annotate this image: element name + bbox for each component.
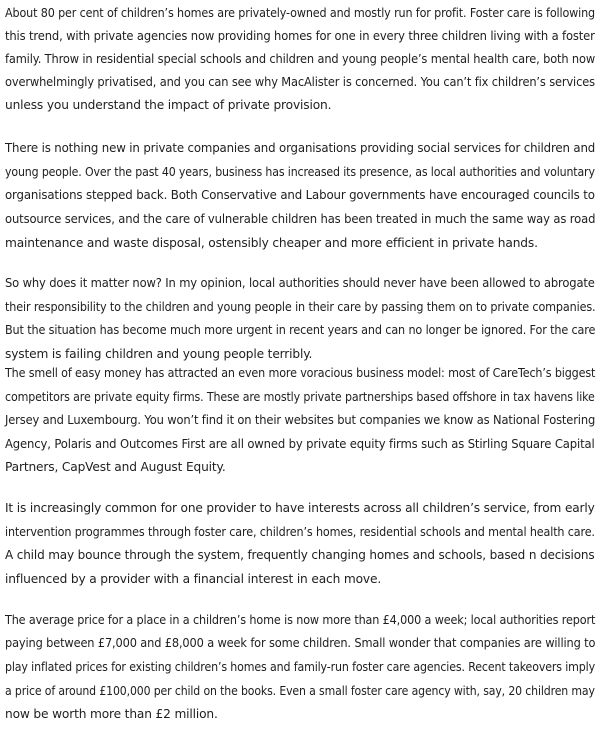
text-line: Partners, CapVest and August Equity.: [5, 460, 226, 474]
text-line: But the situation has become much more urgent in recent years and can no longer be ignored. For the care: [5, 323, 596, 337]
text-line: family. Throw in residential special schools and children and young people’s mental health care, both now: [5, 52, 596, 66]
text-line: competitors are private equity firms. These are mostly private partnerships based offshore in tax havens like: [5, 390, 595, 404]
text-line: young people. Over the past 40 years, business has increased its presence, as local authorities and voluntary: [5, 165, 595, 179]
text-line: now be worth more than £2 million.: [5, 707, 218, 721]
text-line: intervention programmes through foster care, children’s homes, residential schools and mental health care.: [5, 525, 595, 539]
text-line: A child may bounce through the system, frequently changing homes and schools, based n decisions: [5, 548, 595, 562]
text-line: Agency, Polaris and Outcomes First are all owned by private equity firms such as Stirling Square Capital: [5, 437, 595, 451]
text-line: influenced by a provider with a financial interest in each move.: [5, 572, 382, 586]
text-line: a price of around £100,000 per child on the books. Even a small foster care agency with, say, 20 children may: [5, 684, 595, 698]
text-line: Jersey and Luxembourg. You won’t find it on their websites but companies we know as National Fostering: [5, 413, 596, 427]
text-line: There is nothing new in private companies and organisations providing social services for children and: [5, 141, 596, 155]
text-line: paying between £7,000 and £8,000 a week for some children. Small wonder that companies are willing to: [5, 636, 596, 650]
text-line: overwhelmingly privatised, and you can see why MacAlister is concerned. You can’t fix children’s services: [5, 75, 595, 89]
text-line: maintenance and waste disposal, ostensibly cheaper and more efficient in private hands.: [5, 236, 538, 250]
text-line: The average price for a place in a children’s home is now more than £4,000 a week; local authorities report: [5, 613, 596, 627]
text-line: It is increasingly common for one provider to have interests across all children’s service, from early: [5, 501, 595, 515]
text-line: About 80 per cent of children’s homes are privately-owned and mostly run for profit. Foster care is following: [5, 6, 595, 20]
text-line: The smell of easy money has attracted an even more voracious business model: most of CareTech’s biggest: [5, 366, 596, 380]
text-line: play inflated prices for existing children’s homes and family-run foster care agencies. Recent takeovers imply: [5, 660, 595, 674]
text-line: organisations stepped back. Both Conservative and Labour governments have encouraged councils to: [5, 188, 595, 202]
text-line: this trend, with private agencies now providing homes for one in every three children living with a foster: [5, 29, 595, 43]
text-line: So why does it matter now? In my opinion, local authorities should never have been allowed to abrogate: [5, 276, 595, 290]
text-line: system is failing children and young people terribly.: [5, 347, 313, 361]
text-line: their responsibility to the children and young people in their care by passing them on to private companies.: [5, 300, 596, 314]
text-line: unless you understand the impact of private provision.: [5, 98, 332, 112]
text-line: outsource services, and the care of vulnerable children has been treated in much the same way as road: [5, 212, 596, 226]
